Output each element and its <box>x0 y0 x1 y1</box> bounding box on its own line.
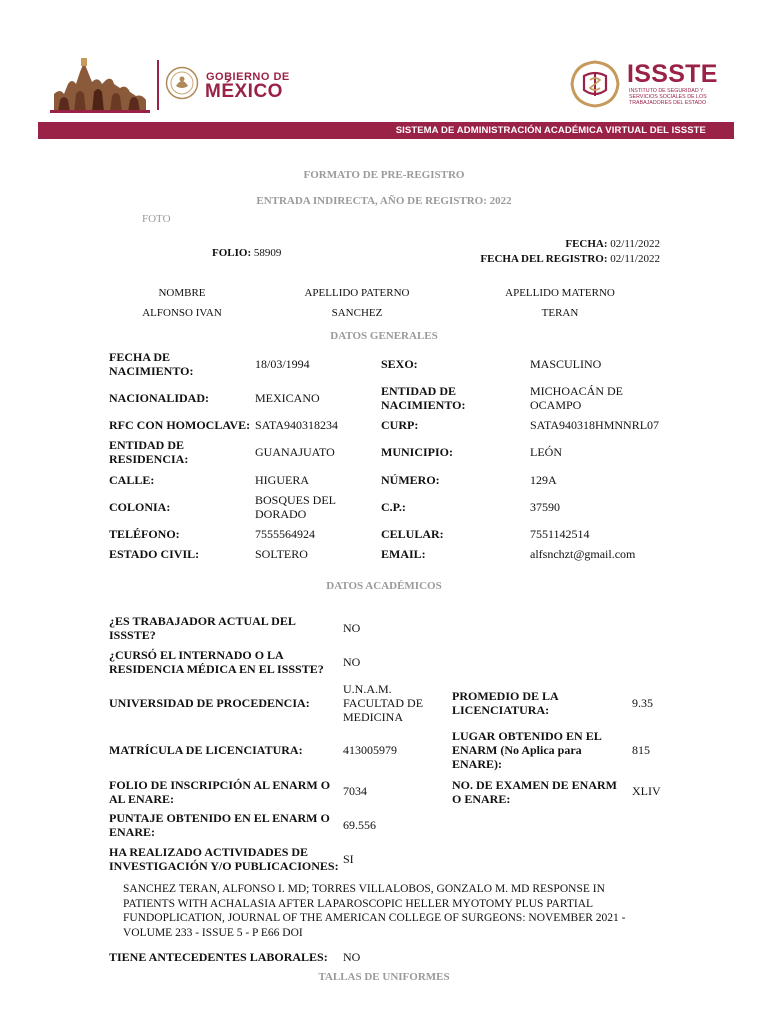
header-apellido-materno: APELLIDO MATERNO <box>505 287 615 299</box>
value-investigacion: SI <box>343 852 354 866</box>
value-fecha-nacimiento: 18/03/1994 <box>255 357 310 371</box>
value-estado-civil: SOLTERO <box>255 547 308 561</box>
system-banner <box>38 122 734 139</box>
fecha-registro <box>480 253 660 265</box>
issste-subtitle: INSTITUTO DE SEGURIDAD Y SERVICIOS SOCIALES DE LOS TRABAJADORES DEL ESTADO <box>629 88 707 107</box>
gobierno-line2: MÉXICO <box>205 81 283 102</box>
header-nombre: NOMBRE <box>158 287 206 299</box>
label-sexo: SEXO: <box>381 357 418 371</box>
label-trabajador-issste: ¿ES TRABAJADOR ACTUAL DEL ISSSTE? <box>109 614 296 642</box>
mexico-coat-of-arms-icon <box>165 66 199 100</box>
value-apellido-materno: TERAN <box>541 307 579 319</box>
value-promedio: 9.35 <box>632 696 653 710</box>
label-nacionalidad: NACIONALIDAD: <box>109 391 210 405</box>
value-nacionalidad: MEXICANO <box>255 391 320 405</box>
value-entidad-nacimiento: MICHOACÁN DE OCAMPO <box>530 384 623 412</box>
label-curp: CURP: <box>381 418 419 432</box>
value-entidad-residencia: GUANAJUATO <box>255 445 335 459</box>
value-puntaje: 69.556 <box>343 818 376 832</box>
label-fecha-nacimiento: FECHA DE NACIMIENTO: <box>109 350 194 378</box>
label-telefono: TELÉFONO: <box>109 527 180 541</box>
label-investigacion: HA REALIZADO ACTIVIDADES DE INVESTIGACIÓN Y/O PUBLICACIONES: <box>109 845 339 873</box>
header-apellido-paterno: APELLIDO PATERNO <box>304 287 410 299</box>
value-trabajador-issste: NO <box>343 621 361 635</box>
value-celular: 7551142514 <box>530 527 590 541</box>
folio-label: FOLIO: <box>212 247 252 259</box>
value-numero: 129A <box>530 473 557 487</box>
value-calle: HIGUERA <box>255 473 309 487</box>
value-antecedentes: NO <box>343 950 361 964</box>
value-curp: SATA940318HMNNRL07 <box>530 418 660 432</box>
fecha-registro-value: 02/11/2022 <box>610 253 660 265</box>
value-telefono: 7555564924 <box>255 527 315 541</box>
fecha-label: FECHA: <box>565 238 608 250</box>
label-calle: CALLE: <box>109 473 155 487</box>
label-cp: C.P.: <box>381 500 406 514</box>
value-apellido-paterno: SANCHEZ <box>331 307 383 319</box>
value-colonia: BOSQUES DEL DORADO <box>255 493 336 521</box>
section-tallas-uniformes: TALLAS DE UNIFORMES <box>318 971 450 983</box>
fecha-registro-label: FECHA DEL REGISTRO: <box>480 253 608 265</box>
form-subtitle: ENTRADA INDIRECTA, AÑO DE REGISTRO: 2022 <box>256 195 512 207</box>
value-sexo: MASCULINO <box>530 357 602 371</box>
label-promedio: PROMEDIO DE LA LICENCIATURA: <box>452 689 559 717</box>
publication-text: SANCHEZ TERAN, ALFONSO I. MD; TORRES VILLALOBOS, GONZALO M. MD RESPONSE IN PATIENTS WITH ACHALASIA AFTER LAPAROSCOPIC HELLER MYOTOMY PLUS PARTIAL FUNDOPLICATION, JOURNAL OF THE AMERICAN COLLEGE OF SURGEONS: NOVEMBER 2021 - VOLUME 233 - ISSUE 5 - P E66 DOI <box>123 883 626 939</box>
value-municipio: LEÓN <box>530 445 562 459</box>
issste-logo-icon <box>566 58 624 110</box>
folio <box>212 247 281 259</box>
photo-label: FOTO <box>142 213 171 225</box>
folio-value: 58909 <box>253 247 282 259</box>
value-lugar-enarm: 815 <box>632 743 650 757</box>
value-universidad: U.N.A.M. FACULTAD DE MEDICINA <box>343 682 424 724</box>
label-entidad-nacimiento: ENTIDAD DE NACIMIENTO: <box>381 384 466 412</box>
section-datos-academicos: DATOS ACADÉMICOS <box>326 580 442 592</box>
label-lugar-enarm: LUGAR OBTENIDO EN EL ENARM (No Aplica para ENARE): <box>452 729 602 771</box>
label-colonia: COLONIA: <box>109 500 171 514</box>
label-numero: NÚMERO: <box>381 473 440 487</box>
label-celular: CELULAR: <box>381 527 444 541</box>
fecha-value: 02/11/2022 <box>610 238 660 250</box>
value-no-examen: XLIV <box>632 784 661 798</box>
label-folio-enarm: FOLIO DE INSCRIPCIÓN AL ENARM O AL ENARE: <box>109 778 331 806</box>
label-estado-civil: ESTADO CIVIL: <box>109 547 200 561</box>
label-email: EMAIL: <box>381 547 426 561</box>
label-matricula: MATRÍCULA DE LICENCIATURA: <box>109 743 303 757</box>
value-internado: NO <box>343 655 361 669</box>
value-email: alfsnchzt@gmail.com <box>530 547 636 561</box>
value-folio-enarm: 7034 <box>343 784 367 798</box>
label-antecedentes: TIENE ANTECEDENTES LABORALES: <box>109 950 328 964</box>
label-municipio: MUNICIPIO: <box>381 445 453 459</box>
system-banner-text: SISTEMA DE ADMINISTRACIÓN ACADÉMICA VIRTUAL DEL ISSSTE <box>395 125 706 136</box>
label-universidad: UNIVERSIDAD DE PROCEDENCIA: <box>109 696 310 710</box>
value-nombre: ALFONSO IVAN <box>142 307 222 319</box>
fecha <box>565 238 660 250</box>
gobierno-line1: GOBIERNO DE <box>206 71 290 83</box>
label-puntaje: PUNTAJE OBTENIDO EN EL ENARM O ENARE: <box>109 811 330 839</box>
label-no-examen: NO. DE EXAMEN DE ENARM O ENARE: <box>452 778 617 806</box>
label-entidad-residencia: ENTIDAD DE RESIDENCIA: <box>109 438 189 466</box>
value-rfc: SATA940318234 <box>255 418 339 432</box>
label-rfc: RFC CON HOMOCLAVE: <box>109 418 251 432</box>
form-title: FORMATO DE PRE-REGISTRO <box>303 169 465 181</box>
header-divider <box>157 60 159 110</box>
value-matricula: 413005979 <box>343 743 397 757</box>
value-cp: 37590 <box>530 500 560 514</box>
label-internado: ¿CURSÓ EL INTERNADO O LA RESIDENCIA MÉDICA EN EL ISSSTE? <box>109 648 324 676</box>
section-datos-generales: DATOS GENERALES <box>330 330 438 342</box>
issste-name: ISSSTE <box>627 60 718 88</box>
heroes-emblem-icon <box>50 54 150 114</box>
